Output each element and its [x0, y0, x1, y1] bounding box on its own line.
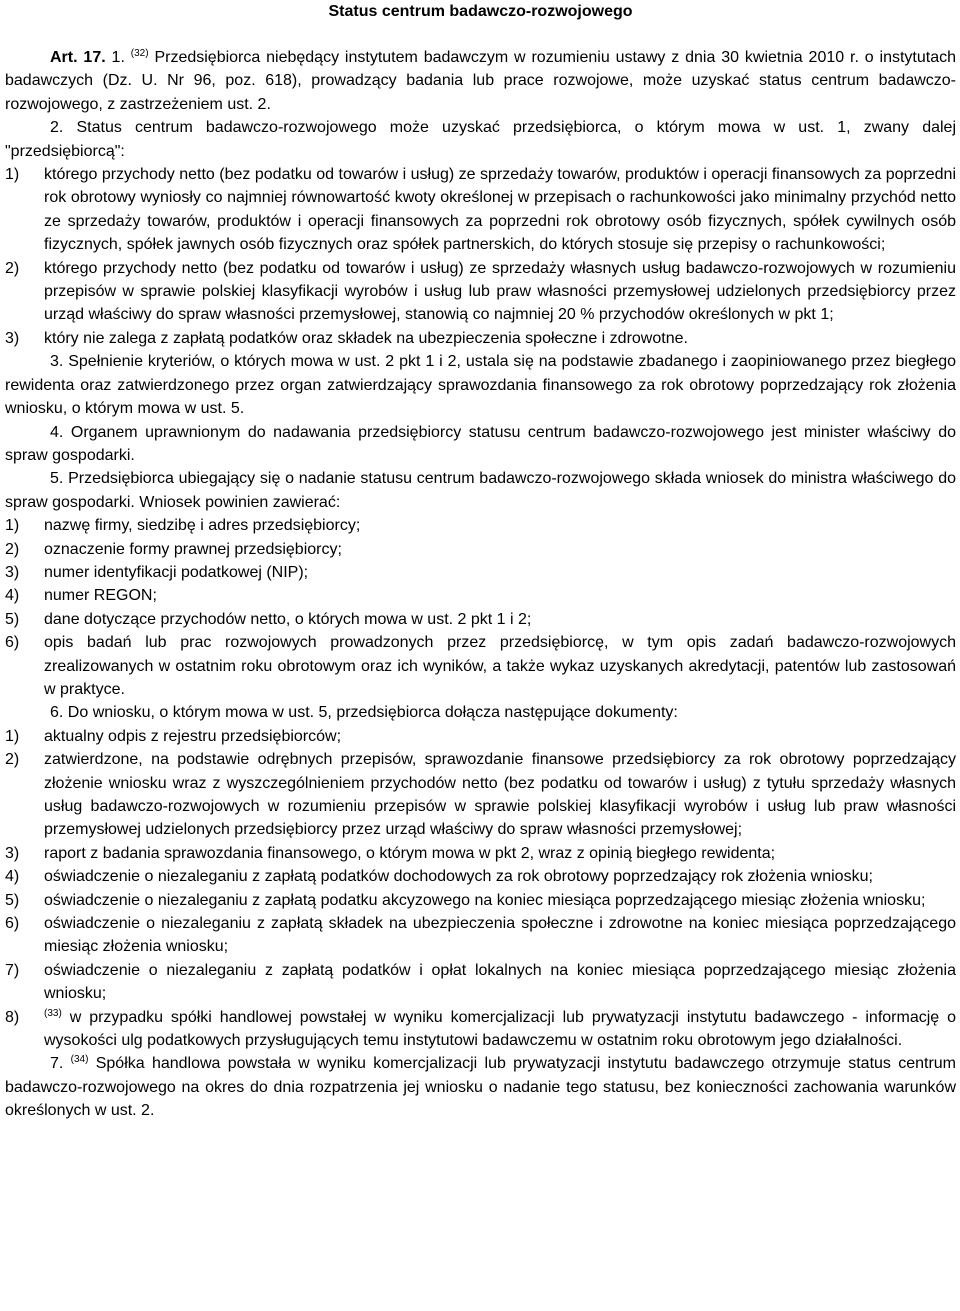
list-item-text: oznaczenie formy prawnej przedsiębiorcy; [44, 540, 342, 558]
paragraph-7 [5, 1052, 956, 1122]
list-item-text: oświadczenie o niezaleganiu z zapłatą podatków dochodowych za rok obrotowy poprzedzający rok złożenia wniosku; [44, 868, 873, 886]
list-item [5, 163, 956, 257]
list-item-number: 1) [5, 727, 20, 745]
list-item-text: numer identyfikacji podatkowej (NIP); [44, 563, 309, 581]
list-item [5, 561, 956, 584]
list-item [5, 959, 956, 1006]
list-item-text: numer REGON; [44, 587, 157, 605]
list-item [5, 538, 956, 561]
paragraph-4: 4. Organem uprawnionym do nadawania przedsiębiorcy statusu centrum badawczo-rozwojowego jest minister właściwy do spraw gospodarki. [5, 423, 956, 464]
list-item-number: 7) [5, 961, 20, 979]
list-item-number: 3) [5, 563, 20, 581]
list-item-number: 3) [5, 844, 20, 862]
list-item-text: nazwę firmy, siedzibę i adres przedsiębiorcy; [44, 517, 361, 535]
paragraph-2-list [5, 163, 956, 350]
paragraph-5-list [5, 514, 956, 701]
list-item [5, 912, 956, 959]
list-item-number: 5) [5, 891, 20, 909]
paragraph-3: 3. Spełnienie kryteriów, o których mowa w ust. 2 pkt 1 i 2, ustala się na podstawie zbadanego i zaopiniowanego przez biegłego rewidenta oraz zatwierdzonego przez organ zatwierdzający sprawozdania finansowego za rok obrotowy poprzedzający rok złożenia wniosku, o którym mowa w ust. 5. [5, 353, 956, 418]
list-item-text: oświadczenie o niezaleganiu z zapłatą podatków i opłat lokalnych na koniec miesiąca poprzedzającego miesiąc złożenia wniosku; [44, 961, 956, 1003]
list-item [5, 842, 956, 865]
list-item-text: oświadczenie o niezaleganiu z zapłatą składek na ubezpieczenia społeczne i zdrowotne na koniec miesiąca poprzedzającego miesiąc złożenia wniosku; [44, 915, 956, 956]
list-item [5, 748, 956, 842]
list-item-text: raport z badania sprawozdania finansowego, o którym mowa w pkt 2, wraz z opinią biegłego rewidenta; [44, 844, 776, 862]
list-item [5, 514, 956, 537]
list-item-text: oświadczenie o niezaleganiu z zapłatą podatku akcyzowego na koniec miesiąca poprzedzającego miesiąc złożenia wniosku; [44, 891, 926, 909]
footnote-ref-34: (34) [70, 1054, 89, 1066]
footnote-ref-33: (33) [44, 1007, 62, 1019]
paragraph-5: 5. Przedsiębiorca ubiegający się o nadanie statusu centrum badawczo-rozwojowego składa wniosek do ministra właściwego do spraw gospodarki. Wniosek powinien zawierać: [5, 470, 956, 511]
list-item-number: 2) [5, 540, 20, 558]
list-item-number: 1) [5, 166, 20, 184]
list-item-number: 3) [5, 329, 20, 347]
list-item [5, 631, 956, 701]
list-item [5, 725, 956, 748]
list-item-text: którego przychody netto (bez podatku od towarów i usług) ze sprzedaży towarów, produktów i operacji finansowych za poprzedni rok obrotowy wyniosły co najmniej równowartość kwoty określonej w przepisach o rachunkowości jako minimalny przychód netto ze sprzedaży towarów, produktów i operacji finansowych za poprzedni rok obrotowy osób fizycznych, spółek cywilnych osób fizycznych, spółek jawnych osób fizycznych oraz spółek partnerskich, do których stosuje się przepisy o rachunkowości; [44, 166, 956, 254]
list-item-text: zatwierdzone, na podstawie odrębnych przepisów, sprawozdanie finansowe przedsiębiorcy za rok obrotowy poprzedzający złożenie wniosku wraz z wyszczególnieniem przychodów netto (bez podatku od towarów i usług) z tytułu sprzedaży własnych usług badawczo-rozwojowych w rozumieniu przepisów w sprawie polskiej klasyfikacji wyrobów i usług lub praw własności przemysłowej udzielonych przedsiębiorcy przez urząd właściwy do spraw własności przemysłowej; [44, 751, 956, 839]
article-label: Art. 17. [50, 49, 106, 66]
list-item [5, 865, 956, 888]
paragraph-6: 6. Do wniosku, o którym mowa w ust. 5, przedsiębiorca dołącza następujące dokumenty: [50, 704, 678, 722]
list-item [5, 889, 956, 912]
list-item [5, 257, 956, 327]
list-item-text: opis badań lub prac rozwojowych prowadzonych przez przedsiębiorcę, w tym opis zadań badawczo-rozwojowych zrealizowanych w ostatnim roku obrotowym oraz ich wyników, a także wykaz uzyskanych akredytacji, patentów lub zastosowań w praktyce. [44, 634, 956, 698]
list-item [5, 327, 956, 350]
paragraph-6-list [5, 725, 956, 1053]
list-item-number: 8) [5, 1008, 20, 1026]
list-item [5, 608, 956, 631]
list-item-number: 6) [5, 634, 20, 652]
paragraph-1-text: Przedsiębiorca niebędący instytutem badawczym w rozumieniu ustawy z dnia 30 kwietnia 2010 r. o instytutach badawczych (Dz. U. Nr 96, poz. 618), prowadzący badania lub prace rozwojowe, może uzyskać status centrum badawczo-rozwojowego, z zastrzeżeniem ust. 2. [5, 49, 957, 113]
list-item [5, 584, 956, 607]
list-item-number: 5) [5, 610, 20, 628]
list-item-text: aktualny odpis z rejestru przedsiębiorców; [44, 727, 342, 745]
list-item-number: 2) [5, 751, 20, 769]
list-item-number: 6) [5, 915, 20, 933]
paragraph-7-number: 7. [50, 1055, 64, 1073]
paragraph-1-number: 1. [111, 49, 125, 66]
document-title: Status centrum badawczo-rozwojowego [328, 3, 633, 20]
list-item-text: którego przychody netto (bez podatku od towarów i usług) ze sprzedaży własnych usług badawczo-rozwojowych w rozumieniu przepisów w sprawie polskiej klasyfikacji wyrobów i usług lub praw własności przemysłowej udzielonych przedsiębiorcy przez urząd właściwy do spraw własności przemysłowej, stanowią co najmniej 20 % przychodów określonych w pkt 1; [44, 259, 956, 324]
footnote-ref-32: (32) [130, 48, 149, 59]
paragraph-2: 2. Status centrum badawczo-rozwojowego może uzyskać przedsiębiorca, o którym mowa w ust. 1, zwany dalej "przedsiębiorcą": [5, 119, 956, 160]
list-item-number: 4) [5, 868, 20, 886]
article-paragraph-1 [5, 46, 956, 116]
list-item-number: 2) [5, 259, 20, 277]
list-item-text: w przypadku spółki handlowej powstałej w wyniku komercjalizacji lub prywatyzacji instytutu badawczego - informację o wysokości ulg podatkowych przysługujących temu instytutowi badawczemu w ostatnim roku obrotowym jego działalności. [44, 1008, 956, 1050]
list-item-number: 1) [5, 517, 20, 535]
list-item-number: 4) [5, 587, 20, 605]
list-item-text: który nie zalega z zapłatą podatków oraz składek na ubezpieczenia społeczne i zdrowotne. [44, 329, 688, 347]
list-item [5, 1006, 956, 1053]
paragraph-7-text: Spółka handlowa powstała w wyniku komercjalizacji lub prywatyzacji instytutu badawczego otrzymuje status centrum badawczo-rozwojowego na okres do dnia rozpatrzenia jej wniosku o nadanie tego statusu, bez konieczności zachowania warunków określonych w ust. 2. [5, 1055, 956, 1120]
list-item-text: dane dotyczące przychodów netto, o których mowa w ust. 2 pkt 1 i 2; [44, 610, 532, 628]
